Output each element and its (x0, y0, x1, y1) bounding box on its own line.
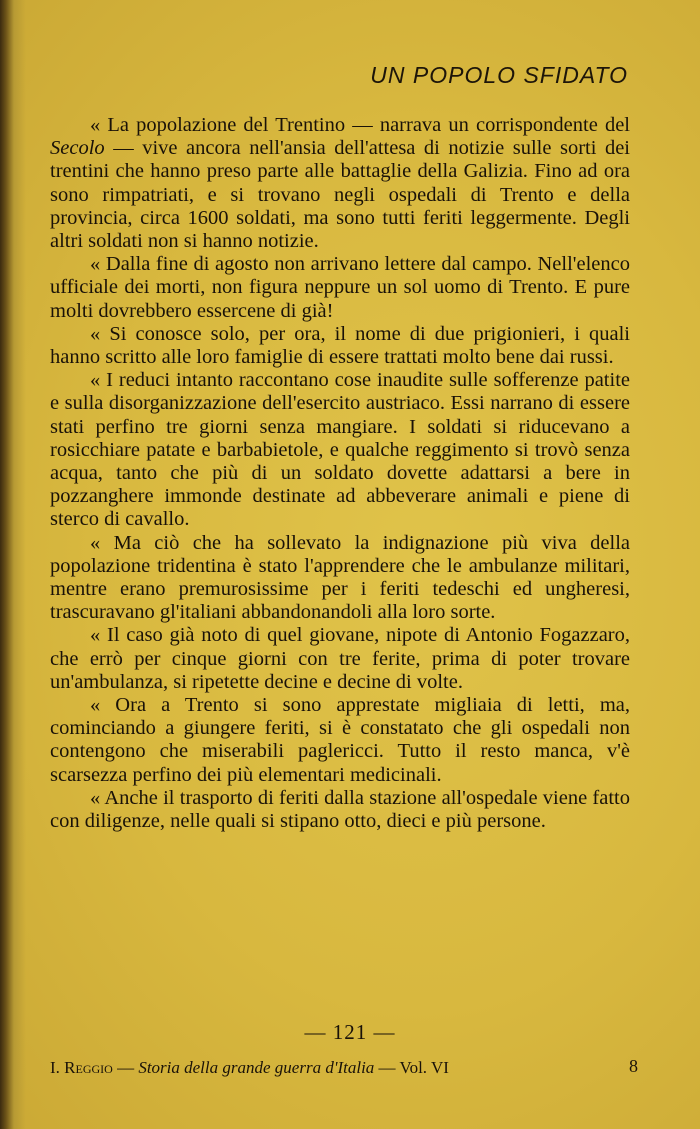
footer-book-title: Storia della grande guerra d'Italia (138, 1058, 375, 1077)
running-header: UN POPOLO SFIDATO (370, 62, 628, 88)
paragraph (50, 624, 630, 694)
paragraph (50, 787, 630, 833)
paragraph-text: « Anche il trasporto di feriti dalla stazione all'ospedale viene fatto con diligenze, nelle quali si stipano otto, dieci e più persone. (50, 786, 630, 833)
paragraph (50, 323, 630, 369)
paragraph-text: « Dalla fine di agosto non arrivano lettere dal campo. Nell'elenco ufficiale dei morti, non figura neppure un sol uomo di Trento. E pure molti dovrebbero essercene di già! (50, 253, 630, 322)
paragraph (50, 694, 630, 787)
page-number: — 121 — (304, 1020, 396, 1044)
paragraph-text: « Ora a Trento si sono apprestate migliaia di letti, ma, cominciando a giungere feriti, si è constatato che gli ospedali non contengono che miserabili paglericci. Tutto il resto manca, v'è scarsezza perfino dei più elementari medicinali. (50, 694, 630, 786)
footer-volume: — Vol. VI (374, 1058, 449, 1077)
paragraph-text: « Si conosce solo, per ora, il nome di due prigionieri, i quali hanno scritto alle loro famiglie di essere trattati molto bene dai russi. (50, 322, 630, 369)
paragraph-text: — vive ancora nell'ansia dell'attesa di notizie sulle sorti dei trentini che hanno preso parte alle battaglie della Galizia. Fino ad ora sono rimpatriati, e si trovano negli ospedali di Trento e della provincia, circa 1600 soldati, ma sono tutti feriti leggermente. Degli altri soldati non si hanno notizie. (50, 137, 630, 253)
footer-separator: — (112, 1058, 139, 1077)
paragraph (50, 114, 630, 253)
paragraph-text: « Ma ciò che ha sollevato la indignazione più viva della popolazione tridentina è stato l'apprendere che le ambulanze militari, mentre erano premurosissime per i feriti tedeschi ed ungheresi, trascuravano gl'italiani abbandonandoli alla loro sorte. (50, 531, 630, 624)
footer-author: I. Reggio (50, 1058, 113, 1077)
paragraph-text: « Il caso già noto di quel giovane, nipote di Antonio Fogazzaro, che errò per cinque giorni con tre ferite, prima di poter trovare un'ambulanza, si ripetette decine e decine di volte. (50, 624, 630, 693)
footer (50, 1058, 638, 1078)
paragraph-text: « I reduci intanto raccontano cose inaudite sulle sofferenze patite e sulla disorganizzazione dell'esercito austriaco. Essi narrano di essere stati perfino tre giorni senza mangiare. I soldati si riducevano a rosicchiare patate e barbabietole, e qualche reggimento si trovò senza acqua, tanto che più di un soldato dovette adattarsi a bere in pozzanghere immonde destinate ad abbeverare animali e piene di sterco di cavallo. (50, 369, 630, 531)
paragraph (50, 369, 630, 531)
paragraph (50, 253, 630, 323)
newspaper-title: Secolo (50, 137, 105, 160)
footer-signature-mark: 8 (629, 1056, 638, 1076)
paragraph-text: « La popolazione del Trentino — narrava un corrispondente del (90, 114, 630, 136)
paragraph (50, 532, 630, 625)
body-text (50, 114, 630, 833)
